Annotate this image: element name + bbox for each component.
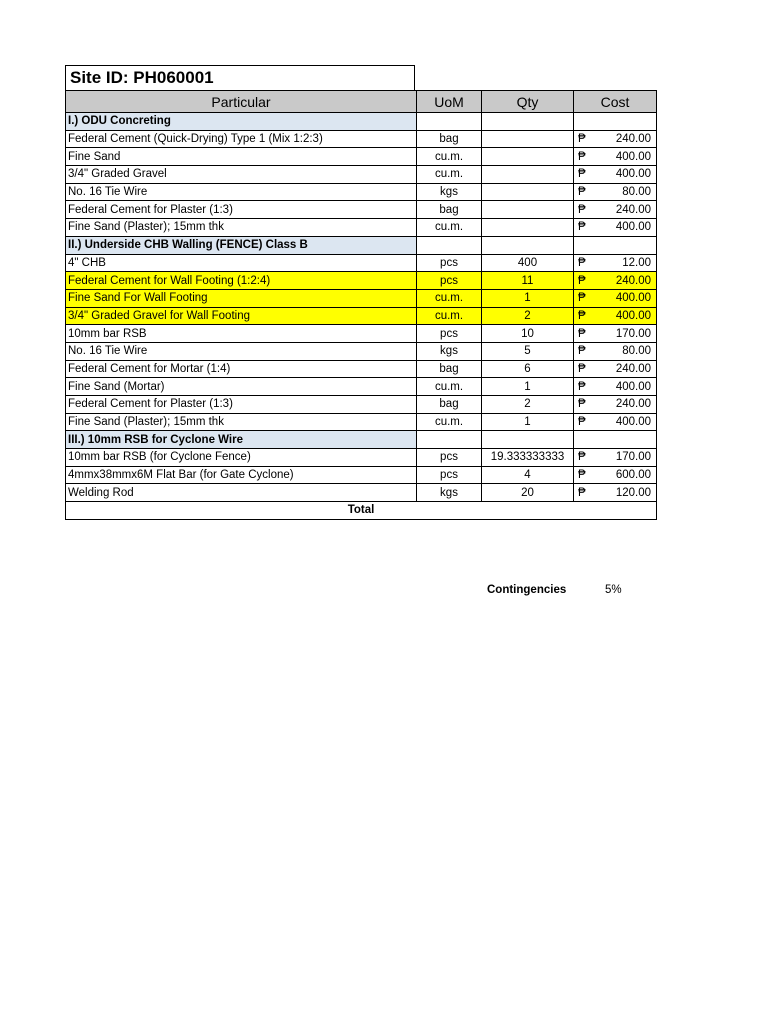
cost-value xyxy=(576,361,654,377)
cost-value xyxy=(576,343,654,359)
cell-qty[interactable] xyxy=(482,166,574,184)
table-row xyxy=(66,342,657,360)
cell-qty[interactable]: 4 xyxy=(482,466,574,484)
cell-cost[interactable] xyxy=(574,201,657,219)
cell-cost[interactable] xyxy=(574,148,657,166)
cell-uom[interactable]: bag xyxy=(417,130,482,148)
table-row xyxy=(66,307,657,325)
section-row xyxy=(66,236,657,254)
cost-amount: 240.00 xyxy=(615,133,651,146)
cell-particular[interactable]: Federal Cement for Plaster (1:3) xyxy=(66,201,417,219)
cost-amount: 170.00 xyxy=(615,327,651,340)
peso-sign: ₱ xyxy=(578,150,586,163)
cell-uom[interactable]: cu.m. xyxy=(417,378,482,396)
cell-qty[interactable]: 1 xyxy=(482,289,574,307)
total-label[interactable]: Total xyxy=(66,502,657,520)
cell-uom[interactable]: bag xyxy=(417,360,482,378)
cost-value xyxy=(576,326,654,342)
table-row xyxy=(66,360,657,378)
cell-qty[interactable]: 11 xyxy=(482,272,574,290)
peso-sign: ₱ xyxy=(578,133,586,146)
cell-qty[interactable]: 5 xyxy=(482,342,574,360)
table-header-row xyxy=(66,91,657,113)
peso-sign: ₱ xyxy=(578,345,586,358)
cell-uom[interactable]: kgs xyxy=(417,484,482,502)
table-row xyxy=(66,254,657,272)
cell-particular[interactable]: Fine Sand (Mortar) xyxy=(66,378,417,396)
cost-sheet xyxy=(65,65,657,596)
cost-value xyxy=(576,149,654,165)
cost-amount: 400.00 xyxy=(615,168,651,181)
cell-particular[interactable]: No. 16 Tie Wire xyxy=(66,342,417,360)
table-row xyxy=(66,219,657,237)
cell-qty[interactable]: 6 xyxy=(482,360,574,378)
cell-qty[interactable] xyxy=(482,183,574,201)
contingencies-label[interactable]: Contingencies xyxy=(487,584,567,596)
cell-cost[interactable] xyxy=(574,236,657,254)
cell-cost[interactable] xyxy=(574,378,657,396)
cost-value xyxy=(576,396,654,412)
cell-particular[interactable]: Fine Sand (Plaster); 15mm thk xyxy=(66,413,417,431)
cell-particular[interactable]: Federal Cement for Wall Footing (1:2:4) xyxy=(66,272,417,290)
cost-amount: 400.00 xyxy=(615,309,651,322)
cell-uom[interactable]: cu.m. xyxy=(417,307,482,325)
cost-amount: 12.00 xyxy=(622,256,651,269)
peso-sign: ₱ xyxy=(578,380,586,393)
cell-uom[interactable]: cu.m. xyxy=(417,289,482,307)
cell-particular[interactable]: Welding Rod xyxy=(66,484,417,502)
cell-uom[interactable]: kgs xyxy=(417,183,482,201)
cell-particular[interactable]: 3/4" Graded Gravel for Wall Footing xyxy=(66,307,417,325)
cell-cost[interactable] xyxy=(574,484,657,502)
cost-value xyxy=(576,379,654,395)
cost-amount: 400.00 xyxy=(615,292,651,305)
title-row xyxy=(65,65,657,90)
cell-cost[interactable] xyxy=(574,272,657,290)
table-row xyxy=(66,484,657,502)
cost-amount: 80.00 xyxy=(622,345,651,358)
cost-value xyxy=(576,449,654,465)
peso-sign: ₱ xyxy=(578,451,586,464)
cell-cost[interactable] xyxy=(574,254,657,272)
peso-sign: ₱ xyxy=(578,327,586,340)
cell-particular[interactable]: Fine Sand xyxy=(66,148,417,166)
cell-qty[interactable] xyxy=(482,113,574,131)
cost-value xyxy=(576,308,654,324)
cost-amount: 120.00 xyxy=(615,486,651,499)
cell-uom[interactable]: pcs xyxy=(417,449,482,467)
peso-sign: ₱ xyxy=(578,486,586,499)
cost-amount: 170.00 xyxy=(615,451,651,464)
contingencies-value[interactable]: 5% xyxy=(605,584,622,596)
cost-amount: 400.00 xyxy=(615,150,651,163)
cell-particular[interactable]: 10mm bar RSB xyxy=(66,325,417,343)
table-row xyxy=(66,272,657,290)
cell-cost[interactable] xyxy=(574,342,657,360)
cell-qty[interactable]: 1 xyxy=(482,378,574,396)
cell-cost[interactable] xyxy=(574,431,657,449)
cell-uom[interactable]: cu.m. xyxy=(417,219,482,237)
section-row xyxy=(66,431,657,449)
table-row xyxy=(66,130,657,148)
peso-sign: ₱ xyxy=(578,221,586,234)
table-row xyxy=(66,183,657,201)
cost-amount: 240.00 xyxy=(615,362,651,375)
section-row xyxy=(66,113,657,131)
table-row xyxy=(66,413,657,431)
cell-particular[interactable]: Fine Sand (Plaster); 15mm thk xyxy=(66,219,417,237)
cell-cost[interactable] xyxy=(574,183,657,201)
cost-amount: 240.00 xyxy=(615,203,651,216)
peso-sign: ₱ xyxy=(578,469,586,482)
cell-qty[interactable]: 20 xyxy=(482,484,574,502)
table-row xyxy=(66,466,657,484)
table-row xyxy=(66,378,657,396)
cell-cost[interactable] xyxy=(574,307,657,325)
cell-uom[interactable]: pcs xyxy=(417,466,482,484)
cell-uom[interactable]: pcs xyxy=(417,325,482,343)
cell-cost[interactable] xyxy=(574,413,657,431)
cost-value xyxy=(576,219,654,235)
cell-qty[interactable]: 1 xyxy=(482,413,574,431)
cell-qty[interactable] xyxy=(482,431,574,449)
cell-particular[interactable]: Fine Sand For Wall Footing xyxy=(66,289,417,307)
site-id-title[interactable]: Site ID: PH060001 xyxy=(65,65,415,90)
cost-value xyxy=(576,202,654,218)
cell-qty[interactable] xyxy=(482,219,574,237)
cell-particular[interactable]: 4" CHB xyxy=(66,254,417,272)
cell-particular[interactable]: Federal Cement for Plaster (1:3) xyxy=(66,396,417,414)
table-row xyxy=(66,289,657,307)
table-row xyxy=(66,201,657,219)
peso-sign: ₱ xyxy=(578,256,586,269)
cell-cost[interactable] xyxy=(574,396,657,414)
table-row xyxy=(66,396,657,414)
contingencies-row xyxy=(65,584,657,600)
cell-cost[interactable] xyxy=(574,130,657,148)
cell-cost[interactable] xyxy=(574,449,657,467)
cell-uom[interactable] xyxy=(417,113,482,131)
cell-uom[interactable] xyxy=(417,236,482,254)
table-row xyxy=(66,449,657,467)
cell-particular[interactable]: No. 16 Tie Wire xyxy=(66,183,417,201)
cost-value xyxy=(576,131,654,147)
cell-particular[interactable]: 3/4" Graded Gravel xyxy=(66,166,417,184)
cell-cost[interactable] xyxy=(574,289,657,307)
table-row xyxy=(66,148,657,166)
cost-value xyxy=(576,290,654,306)
cell-particular[interactable]: II.) Underside CHB Walling (FENCE) Class B xyxy=(66,236,417,254)
cost-value xyxy=(576,485,654,501)
cell-cost[interactable] xyxy=(574,466,657,484)
cell-qty[interactable] xyxy=(482,130,574,148)
peso-sign: ₱ xyxy=(578,168,586,181)
cost-amount: 600.00 xyxy=(615,469,651,482)
cost-value xyxy=(576,166,654,182)
peso-sign: ₱ xyxy=(578,309,586,322)
cell-uom[interactable]: pcs xyxy=(417,254,482,272)
header-particular[interactable]: Particular xyxy=(66,91,417,113)
cost-value xyxy=(576,467,654,483)
cell-uom[interactable]: cu.m. xyxy=(417,166,482,184)
cell-qty[interactable]: 2 xyxy=(482,307,574,325)
cell-cost[interactable] xyxy=(574,219,657,237)
cell-cost[interactable] xyxy=(574,325,657,343)
total-row xyxy=(66,502,657,520)
cell-uom[interactable]: bag xyxy=(417,396,482,414)
peso-sign: ₱ xyxy=(578,186,586,199)
cell-qty[interactable] xyxy=(482,201,574,219)
cost-amount: 400.00 xyxy=(615,221,651,234)
peso-sign: ₱ xyxy=(578,398,586,411)
cost-table xyxy=(65,90,657,520)
cell-cost[interactable] xyxy=(574,113,657,131)
cost-value xyxy=(576,414,654,430)
cost-amount: 240.00 xyxy=(615,398,651,411)
table-row xyxy=(66,166,657,184)
cell-particular[interactable]: 10mm bar RSB (for Cyclone Fence) xyxy=(66,449,417,467)
cost-value xyxy=(576,255,654,271)
cell-uom[interactable]: pcs xyxy=(417,272,482,290)
cell-uom[interactable] xyxy=(417,431,482,449)
peso-sign: ₱ xyxy=(578,203,586,216)
cell-uom[interactable]: cu.m. xyxy=(417,413,482,431)
cell-uom[interactable]: kgs xyxy=(417,342,482,360)
cell-cost[interactable] xyxy=(574,360,657,378)
header-cost[interactable]: Cost xyxy=(574,91,657,113)
peso-sign: ₱ xyxy=(578,416,586,429)
cell-qty[interactable]: 10 xyxy=(482,325,574,343)
cell-particular[interactable]: 4mmx38mmx6M Flat Bar (for Gate Cyclone) xyxy=(66,466,417,484)
header-uom[interactable]: UoM xyxy=(417,91,482,113)
peso-sign: ₱ xyxy=(578,274,586,287)
cell-qty[interactable]: 19.333333333 xyxy=(482,449,574,467)
cell-particular[interactable]: III.) 10mm RSB for Cyclone Wire xyxy=(66,431,417,449)
peso-sign: ₱ xyxy=(578,292,586,305)
cell-particular[interactable]: I.) ODU Concreting xyxy=(66,113,417,131)
cost-amount: 400.00 xyxy=(615,380,651,393)
cost-value xyxy=(576,273,654,289)
cell-cost[interactable] xyxy=(574,166,657,184)
table-row xyxy=(66,325,657,343)
header-qty[interactable]: Qty xyxy=(482,91,574,113)
cost-amount: 80.00 xyxy=(622,186,651,199)
cell-uom[interactable]: cu.m. xyxy=(417,148,482,166)
cell-particular[interactable]: Federal Cement (Quick-Drying) Type 1 (Mix 1:2:3) xyxy=(66,130,417,148)
cost-amount: 240.00 xyxy=(615,274,651,287)
cell-uom[interactable]: bag xyxy=(417,201,482,219)
peso-sign: ₱ xyxy=(578,362,586,375)
cell-qty[interactable]: 2 xyxy=(482,396,574,414)
cell-qty[interactable]: 400 xyxy=(482,254,574,272)
cell-qty[interactable] xyxy=(482,148,574,166)
cost-value xyxy=(576,184,654,200)
cell-qty[interactable] xyxy=(482,236,574,254)
cost-amount: 400.00 xyxy=(615,416,651,429)
cell-particular[interactable]: Federal Cement for Mortar (1:4) xyxy=(66,360,417,378)
